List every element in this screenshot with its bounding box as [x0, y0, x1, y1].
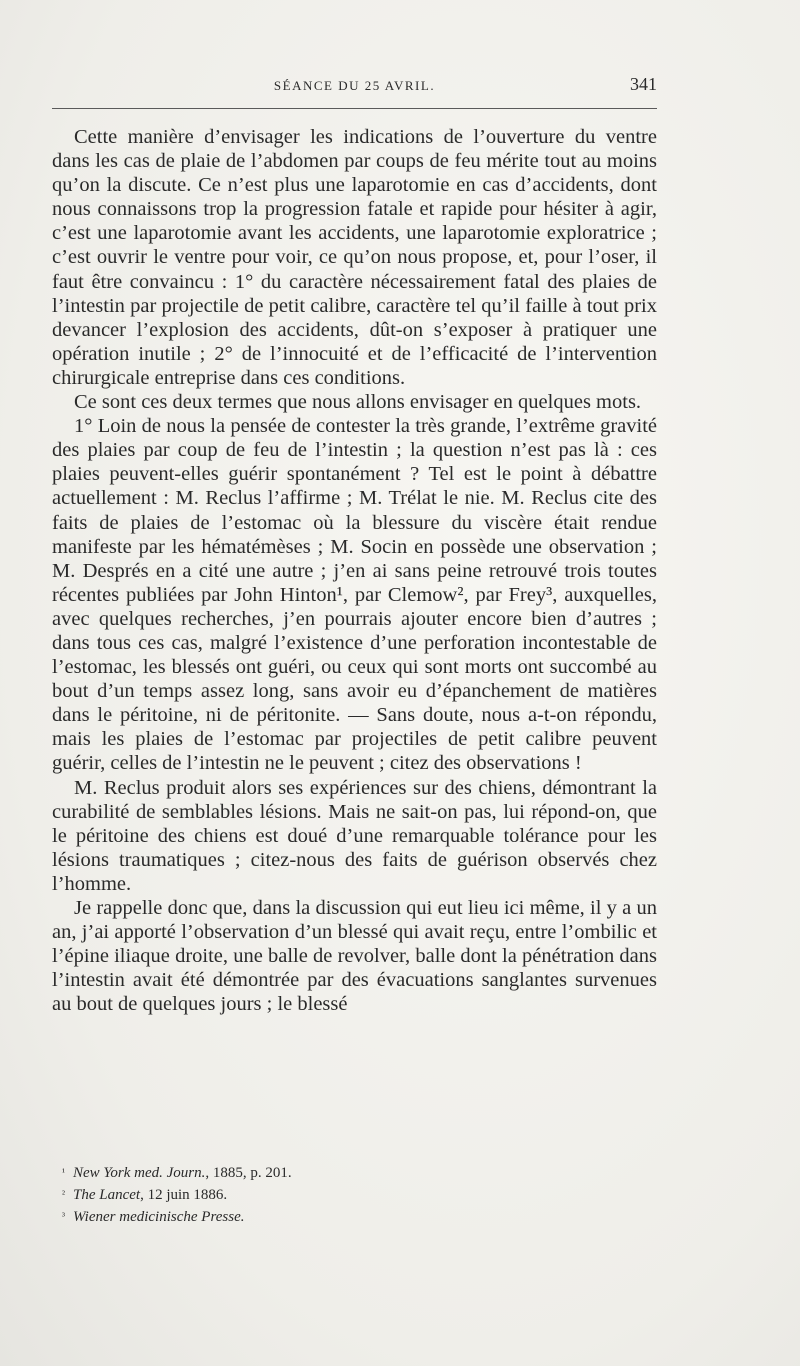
- footnotes: [62, 1162, 622, 1228]
- paragraph: Ce sont ces deux termes que nous allons envisager en quelques mots.: [74, 391, 642, 414]
- paragraph: Je rappelle donc que, dans la discussion qui eut lieu ici même, il y a un an, j’ai apporté l’observation d’un blessé qui avait reçu, entre l’ombilic et l’épine iliaque droite, une balle de revolver, balle dont la pénétration dans l’intestin avait été démontrée par des évacuations sanglantes survenues au bout de quelques jours ; le blessé: [52, 897, 657, 1016]
- footnote: [62, 1206, 622, 1228]
- footnote: [62, 1184, 622, 1206]
- footnote-detail: , 12 juin 1886.: [140, 1187, 228, 1203]
- body-text: [52, 125, 657, 1016]
- page-number: 341: [630, 74, 657, 94]
- paragraph: 1° Loin de nous la pensée de contester la très grande, l’extrême gravité des plaies par coup de feu de l’intestin ; la question n’est pas là : ces plaies peuvent-elles guérir spontanément ? Tel est le point à débattre actuellement : M. Reclus l’affirme ; M. Trélat le nie. M. Reclus cite des faits de plaies de l’estomac où la blessure du viscère était rendue manifeste par les hématémèses ; M. Socin en possède une observation ; M. Després en a cité une autre ; j’en ai sans peine retrouvé trois toutes récentes publiées par John Hinton¹, par Clemow², par Frey³, auxquelles, avec quelques recherches, j’en pourrais ajouter encore bien d’autres ; dans tous ces cas, malgré l’existence d’une perforation incontestable de l’estomac, les blessés ont guéri, ou ceux qui sont morts ont succombé au bout d’un temps assez long, sans avoir eu d’épanchement de matières dans le péritoine, ni de péritonite. — Sans doute, nous a-t-on répondu, mais les plaies de l’estomac par projectiles de petit calibre peuvent guérir, celles de l’intestin ne le peuvent ; citez des observations !: [52, 415, 657, 775]
- footnote-marker: ³: [62, 1211, 65, 1222]
- footnote-source: Wiener medicinische Presse.: [73, 1209, 245, 1225]
- footnote-source: The Lancet: [73, 1187, 141, 1203]
- footnote: [62, 1162, 622, 1184]
- footnote-marker: ¹: [62, 1167, 65, 1178]
- footnote-detail: , 1885, p. 201.: [205, 1165, 292, 1181]
- footnote-source: New York med. Journ.: [73, 1165, 206, 1181]
- page-header: [52, 74, 657, 102]
- paragraph: Cette manière d’envisager les indications de l’ouverture du ventre dans les cas de plaie de l’abdomen par coups de feu mérite tout au moins qu’on la discute. Ce n’est plus une laparotomie en cas d’accidents, dont nous connaissons trop la progression fatale et rapide pour hésiter à agir, c’est une laparotomie avant les accidents, une laparotomie exploratrice ; c’est ouvrir le ventre pour voir, ce qu’on nous propose, et, pour l’oser, il faut être convaincu : 1° du caractère nécessairement fatal des plaies de l’intestin par projectile de petit calibre, caractère tel qu’il faille à tout prix devancer l’explosion des accidents, dût-on s’exposer à pratiquer une opération inutile ; 2° de l’innocuité et de l’efficacité de l’intervention chirurgicale entreprise dans ces conditions.: [52, 126, 657, 389]
- running-head: SÉANCE DU 25 AVRIL.: [273, 78, 436, 93]
- footnote-marker: ²: [62, 1189, 65, 1200]
- paragraph: M. Reclus produit alors ses expériences sur des chiens, démontrant la curabilité de semblables lésions. Mais ne sait-on pas, lui répond-on, que le péritoine des chiens est doué d’une remarquable tolérance pour les lésions traumatiques ; citez-nous des faits de guérison observés chez l’homme.: [52, 776, 657, 895]
- header-rule: [52, 108, 657, 109]
